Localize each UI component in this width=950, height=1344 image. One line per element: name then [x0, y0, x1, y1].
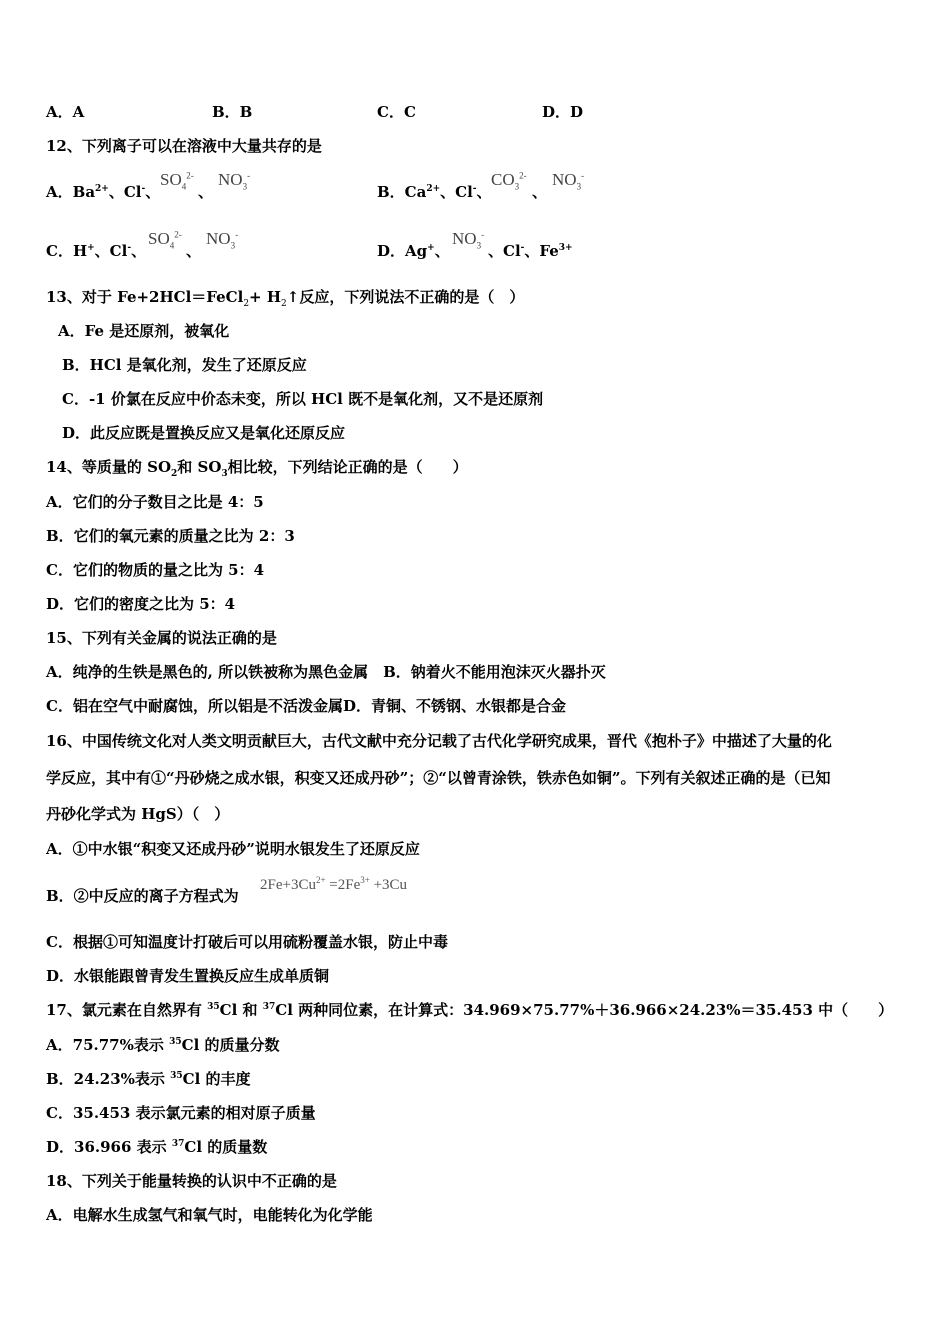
- q12-option-c: C．H+、Cl-、: [46, 242, 147, 260]
- q16-stem-line2: 学反应，其中有①“丹砂烧之成水银，积变又还成丹砂”；②“以曾青涂铁，铁赤色如铜”。下列有关叙述正确的是（已知: [46, 769, 831, 787]
- q12-b-no3: $NO_3^-$: [552, 170, 585, 192]
- q12-b-sep: 、: [532, 183, 548, 201]
- q12-option-a: A．$Ba^{2+}$、Cl-、: [46, 183, 161, 201]
- q12-d-tail: 、Cl-、$Fe^{3+}$: [488, 242, 573, 260]
- q14-option-c: C．它们的物质的量之比为 5：4: [46, 561, 265, 579]
- q16-option-b: B．②中反应的离子方程式为: [46, 887, 239, 905]
- q15-options-cd: C．铝在空气中耐腐蚀，所以铝是不活泼金属D．青铜、不锈钢、水银都是合金: [46, 697, 566, 715]
- q11-option-c: C．C: [377, 103, 416, 121]
- q14-stem: 14、等质量的 $SO_2$和 $SO_3$相比较，下列结论正确的是（ ）: [46, 458, 468, 479]
- q12-c-so4: $SO_4^{2-}$: [148, 229, 182, 251]
- q16-stem-line3: 丹砂化学式为 HgS）（ ）: [46, 805, 230, 823]
- q12-stem: 12、下列离子可以在溶液中大量共存的是: [46, 137, 322, 155]
- q15-options-ab: A．纯净的生铁是黑色的, 所以铁被称为黑色金属 B．钠着火不能用泡沫灭火器扑灭: [46, 663, 606, 681]
- q12-a-so4: $SO_4^{2-}$: [160, 170, 194, 192]
- q14-option-d: D．它们的密度之比为 5：4: [46, 595, 236, 613]
- q17-option-d: D．36.966 表示 $^{37}$Cl 的质量数: [46, 1138, 268, 1156]
- q12-b-co3: $CO_3^{2-}$: [491, 170, 527, 192]
- q12-d-no3: $NO_3^-$: [452, 229, 485, 251]
- q12-option-b: B．$Ca^{2+}$、Cl-、: [377, 183, 492, 201]
- q14-option-a: A．它们的分子数目之比是 4：5: [46, 493, 264, 511]
- q13-option-d: D．此反应既是置换反应又是氧化还原反应: [62, 424, 346, 442]
- q16-b-equation: $2Fe+3Cu^{2+} =2Fe^{3+} +3Cu$: [260, 875, 408, 893]
- q17-stem: 17、氯元素在自然界有 $^{35}$Cl 和 $^{37}$Cl 两种同位素，在计算式：34.969×75.77%＋36.966×24.23%＝35.453 中（ ）: [46, 1001, 894, 1019]
- q13-option-a: A．Fe 是还原剂，被氧化: [58, 322, 230, 340]
- q15-stem: 15、下列有关金属的说法正确的是: [46, 629, 277, 647]
- q18-option-a: A．电解水生成氢气和氧气时，电能转化为化学能: [46, 1206, 373, 1224]
- q12-a-no3: $NO_3^-$: [218, 170, 251, 192]
- q18-stem: 18、下列关于能量转换的认识中不正确的是: [46, 1172, 337, 1190]
- q16-stem-line1: 16、中国传统文化对人类文明贡献巨大，古代文献中充分记载了古代化学研究成果，晋代《抱朴子》中描述了大量的化: [46, 732, 832, 750]
- q14-option-b: B．它们的氧元素的质量之比为 2：3: [46, 527, 295, 545]
- q13-option-b: B．HCl 是氧化剂，发生了还原反应: [62, 356, 307, 374]
- q11-option-a: A．A: [46, 103, 85, 121]
- q12-c-sep: 、: [186, 242, 202, 260]
- q12-option-d: D．Ag+、: [377, 242, 450, 260]
- q11-option-b: B．B: [212, 103, 253, 121]
- q17-option-a: A．75.77%表示 $^{35}$Cl 的质量分数: [46, 1036, 280, 1054]
- q16-option-a: A．①中水银“积变又还成丹砂”说明水银发生了还原反应: [46, 840, 420, 858]
- q13-stem: 13、对于 Fe+2HCl＝FeCl$_2$+ $H_2↑$反应，下列说法不正确的是（ ）: [46, 288, 525, 309]
- q17-option-c: C．35.453 表示氯元素的相对原子质量: [46, 1104, 316, 1122]
- q16-option-d: D．水银能跟曾青发生置换反应生成单质铜: [46, 967, 330, 985]
- q12-c-no3: $NO_3^-$: [206, 229, 239, 251]
- q13-option-c: C．-1 价氯在反应中价态未变，所以 HCl 既不是氧化剂，又不是还原剂: [62, 390, 544, 408]
- q16-option-c: C．根据①可知温度计打破后可以用硫粉覆盖水银，防止中毒: [46, 933, 448, 951]
- q17-option-b: B．24.23%表示 $^{35}$Cl 的丰度: [46, 1070, 251, 1088]
- q11-option-d: D．D: [542, 103, 584, 121]
- q12-a-sep: 、: [198, 183, 214, 201]
